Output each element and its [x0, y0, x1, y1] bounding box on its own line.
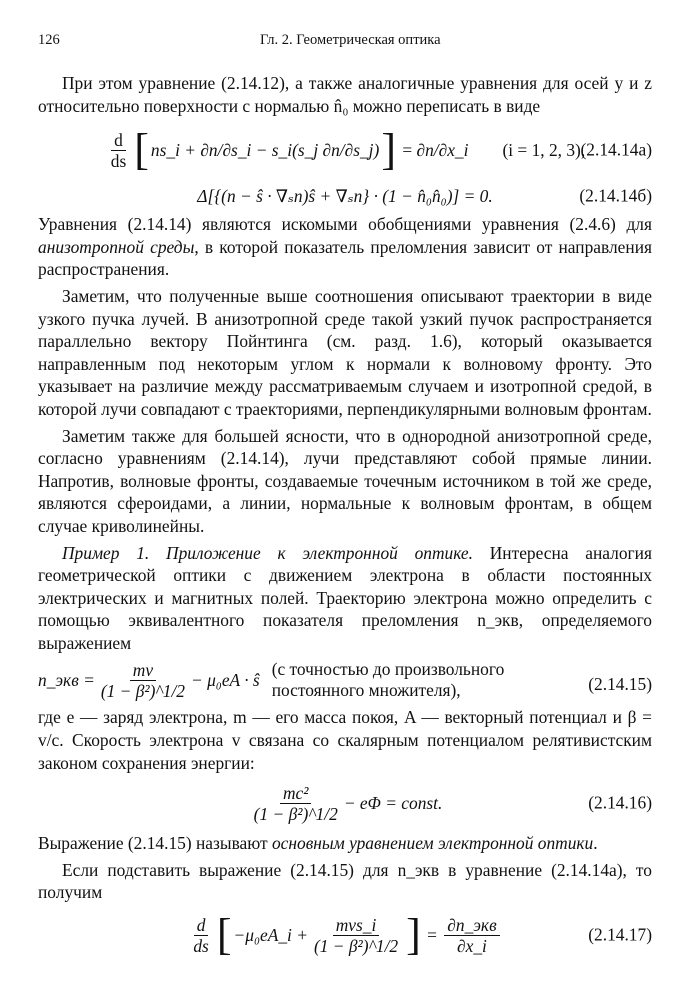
eq-a-number: (2.14.14а): [580, 139, 652, 160]
eq15-note-1: (с точностью до произвольного: [271, 659, 505, 680]
eq15-tail: − μ₀eA · ŝ: [190, 670, 260, 691]
eq-b-expr: Δ[{(n − ŝ · ∇ₛn)ŝ + ∇ₛn} · (1 − n̂₀n̂₀)] = 0.: [197, 185, 493, 206]
eq-a-ds: ds: [110, 150, 127, 171]
eq-a-rhs: ∂n/∂x_i: [416, 139, 469, 160]
equation-2-14-16: [38, 778, 652, 828]
eq17-number: (2.14.17): [588, 924, 652, 945]
equation-2-14-14b: [38, 183, 652, 209]
paragraph-1: При этом уравнение (2.14.12), а также аналогичные уравнения для осей y и z относительно поверхности с нормалью n̂₀ можно переписать в виде: [38, 73, 652, 116]
chapter-title: Гл. 2. Геометрическая оптика: [260, 32, 441, 48]
eq15-number: (2.14.15): [588, 674, 652, 695]
eq16-tail: − eΦ = const.: [343, 792, 443, 813]
eq17-rhs-bottom: ∂x_i: [457, 935, 487, 956]
paragraph-2: Уравнения (2.14.14) являются искомыми обобщениями уравнения (2.4.6) для анизотропной среды, в которой показатель преломления зависит от направления распространения.: [38, 214, 653, 280]
term-anisotropic: анизотропной среды: [38, 236, 195, 257]
equation-2-14-15: [38, 654, 652, 706]
paragraph-5: Пример 1. Приложение к электронной оптике. Интересна аналогия геометрической оптики с движением электрона в области постоянных электрических и магнитных полей. Траекторию электрона можно определить с помощью эквивалентного показателя преломления n_экв, определяемого выражением: [38, 542, 652, 653]
eq16-number: (2.14.16): [588, 792, 652, 813]
eq16-denominator: (1 − β²)^1/2: [253, 803, 338, 824]
eq-a-condition: (i = 1, 2, 3),: [502, 139, 586, 160]
running-header: [38, 32, 656, 52]
eq17-numerator: mvs_i: [333, 915, 380, 936]
term-main-equation: основным уравнением электронной оптики: [271, 833, 594, 854]
page-body: [38, 72, 652, 966]
eq15-denominator: (1 − β²)^1/2: [100, 680, 185, 701]
eq-a-inner: ns_i + ∂n/∂s_i − s_i(s_j ∂n/∂s_j): [150, 139, 380, 160]
example-heading: Пример 1. Приложение к электронной оптике.: [62, 542, 473, 563]
paragraph-7: Выражение (2.14.15) называют основным уравнением электронной оптики.: [38, 833, 598, 854]
paragraph-4: Заметим также для большей ясности, что в однородной анизотропной среде, согласно уравнениям (2.14.14), лучи представляют собой прямые линии. Напротив, волновые фронты, создаваемые точечным источником в той же среде, являются сфероидами, а линии, нормальные к волновым фронтам, в общем случае криволинейны.: [38, 425, 652, 536]
paragraph-8: Если подставить выражение (2.14.15) для n_экв в уравнение (2.14.14а), то получим: [38, 859, 652, 903]
eq17-d: d: [194, 915, 209, 936]
eq17-ds: ds: [193, 935, 209, 956]
eq17-rhs-top: ∂n_экв: [444, 915, 499, 936]
page-number: 126: [38, 32, 60, 48]
eq-a-d: d: [111, 130, 126, 151]
eq15-note-2: постоянного множителя),: [271, 680, 461, 701]
eq-b-number: (2.14.14б): [579, 185, 652, 206]
equation-2-14-14a: $\frac{d}{ds}$ [ ns_i + ∂n/∂s_i − s_i(s_j ∂n/∂s_j) ] = ∂n/∂x_i (i = 1, 2, 3), (2.14.14а): [38, 121, 652, 179]
eq15-numerator: mv: [130, 660, 156, 681]
eq15-lhs: n_экв =: [38, 670, 95, 691]
equation-2-14-17: $\frac{d}{ds}$ [ −μ₀eA_i + $\frac{\text{mvs\_i}}{\text{(1 − β²)\textasciicircum{}1/2}}$ ] = $\frac{\text{∂n\_экв}}{\partial x\_i}$ (2.14.17): [38, 908, 652, 962]
paragraph-6: где e — заряд электрона, m — его масса покоя, A — векторный потенциал и β = v/c. Скорость электрона v связана со скалярным потенциалом релятивистским законом сохранения энергии:: [38, 707, 652, 773]
eq17-denominator: (1 − β²)^1/2: [313, 935, 399, 956]
eq17-inner: −μ₀eA_i +: [233, 924, 308, 945]
paragraph-3: Заметим, что полученные выше соотношения описывают траектории в виде узкого пучка лучей. В анизотропной среде такой узкий пучок распространяется параллельно вектору Пойнтинга (см. разд. 1.6), который оказывается направленным под некоторым углом к нормали к волновому фронту. Это указывает на различие между рассматриваемым случаем и изотропной средой, в которой лучи совпадают с траекториями, перпендикулярными волновым фронтам.: [38, 285, 652, 419]
eq16-numerator: mc²: [280, 783, 312, 804]
